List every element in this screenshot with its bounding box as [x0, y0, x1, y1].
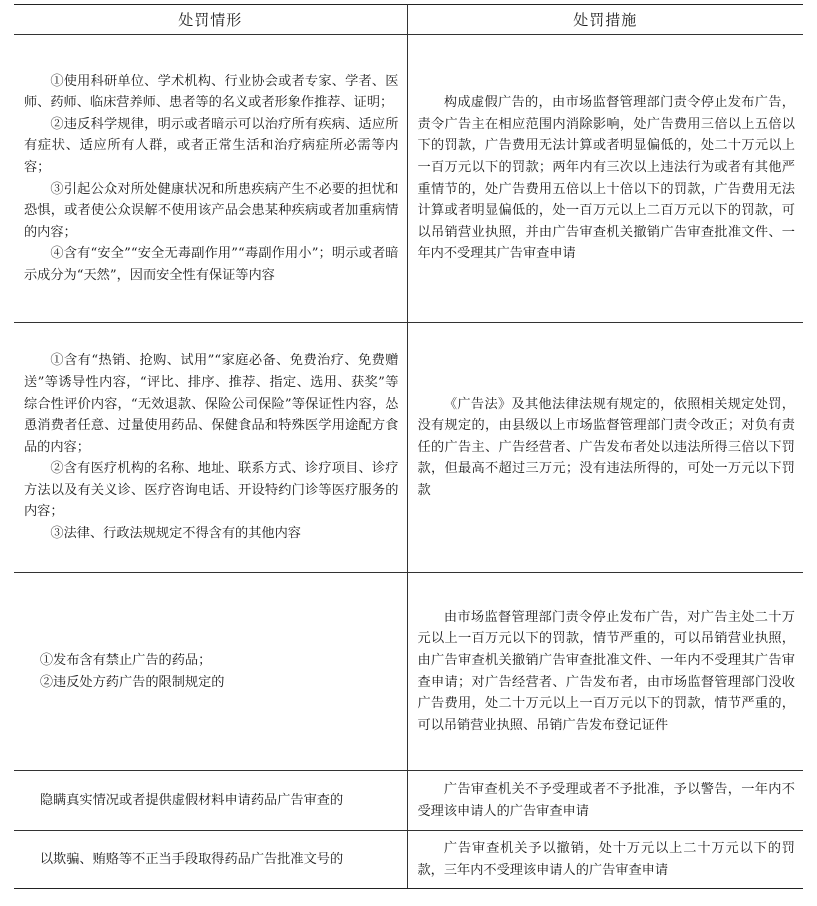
- situation-item: ②违反科学规律，明示或者暗示可以治疗所有疾病、适应所有症状、适应所有人群，或者正常生活和治疗病症所必需等内容；: [24, 116, 399, 175]
- situation-cell: [14, 323, 407, 573]
- header-situation: 处罚情形: [14, 5, 407, 35]
- measure-text: 广告审查机关予以撤销，处十万元以上二十万元以下的罚款，三年内不受理该申请人的广告审查申请: [417, 840, 795, 878]
- situation-item: ②违反处方药广告的限制规定的: [39, 674, 225, 690]
- table-row: [14, 323, 803, 573]
- situation-item: ③引起公众对所处健康状况和所患疾病产生不必要的担忧和恐惧，或者使公众误解不使用该产品会患某种疾病或者加重病情的内容；: [24, 181, 399, 240]
- table-row: [14, 831, 803, 889]
- situation-item: ④含有“安全”“安全无毒副作用”“毒副作用小”；明示或者暗示成分为“天然”，因而安全性有保证等内容: [24, 246, 399, 283]
- measure-cell: [407, 573, 803, 771]
- situation-item: 隐瞒真实情况或者提供虚假材料申请药品广告审查的: [39, 792, 344, 808]
- situation-cell: [14, 831, 407, 889]
- table-row: [14, 771, 803, 831]
- situation-item: 以欺骗、贿赂等不正当手段取得药品广告批准文号的: [39, 851, 344, 867]
- measure-cell: [407, 831, 803, 889]
- table-body: [14, 35, 803, 889]
- measure-cell: [407, 771, 803, 831]
- measure-text: 《广告法》及其他法律法规有规定的，依照相关规定处罚，没有规定的，由县级以上市场监督管理部门责令改正；对负有责任的广告主、广告经营者、广告发布者处以违法所得三倍以下罚款，但最高不超过三万元；没有违法所得的，可处一万元以下罚款: [417, 396, 795, 498]
- measure-cell: [407, 323, 803, 573]
- table-header: [14, 5, 803, 35]
- measure-text: 构成虚假广告的，由市场监督管理部门责令停止发布广告，责令广告主在相应范围内消除影响，处广告费用三倍以上五倍以下的罚款，广告费用无法计算或者明显偏低的，处二十万元以上一百万元以下的罚款；两年内有三次以上违法行为或者有其他严重情节的，处广告费用五倍以上十倍以下的罚款，广告费用无法计算或者明显偏低的，处一百万元以上二百万元以下的罚款，可以吊销营业执照，并由广告审查机关撤销广告审查批准文件、一年内不受理其广告审查申请: [417, 95, 795, 262]
- header-measure: 处罚措施: [407, 5, 803, 35]
- situation-item: ①含有“热销、抢购、试用”“家庭必备、免费治疗、免费赠送”等诱导性内容，“评比、排序、推荐、指定、选用、获奖”等综合性评价内容，“无效退款、保险公司保险”等保证性内容，怂恿消费者任意、过量使用药品、保健食品和特殊医学用途配方食品的内容；: [24, 353, 399, 455]
- situation-item: ①发布含有禁止广告的药品；: [39, 652, 212, 668]
- measure-text: 由市场监督管理部门责令停止发布广告，对广告主处二十万元以上一百万元以下的罚款，情节严重的，可以吊销营业执照，由广告审查机关撤销广告审查批准文件、一年内不受理其广告审查申请；对广告经营者、广告发布者，由市场监督管理部门没收广告费用，处二十万元以上一百万元以下的罚款，情节严重的，可以吊销营业执照、吊销广告发布登记证件: [417, 609, 795, 733]
- situation-cell: [14, 771, 407, 831]
- measure-text: 广告审查机关不予受理或者不予批准，予以警告，一年内不受理该申请人的广告审查申请: [417, 781, 795, 819]
- penalty-table: [14, 4, 803, 889]
- table-row: [14, 573, 803, 771]
- situation-cell: [14, 573, 407, 771]
- table-row: [14, 35, 803, 323]
- situation-item: ②含有医疗机构的名称、地址、联系方式、诊疗项目、诊疗方法以及有关义诊、医疗咨询电话、开设特约门诊等医疗服务的内容；: [24, 461, 399, 520]
- situation-item: ③法律、行政法规规定不得含有的其他内容: [50, 526, 301, 542]
- measure-cell: [407, 35, 803, 323]
- header-row: [14, 5, 803, 35]
- situation-cell: [14, 35, 407, 323]
- situation-item: ①使用科研单位、学术机构、行业协会或者专家、学者、医师、药师、临床营养师、患者等的名义或者形象作推荐、证明；: [24, 73, 399, 111]
